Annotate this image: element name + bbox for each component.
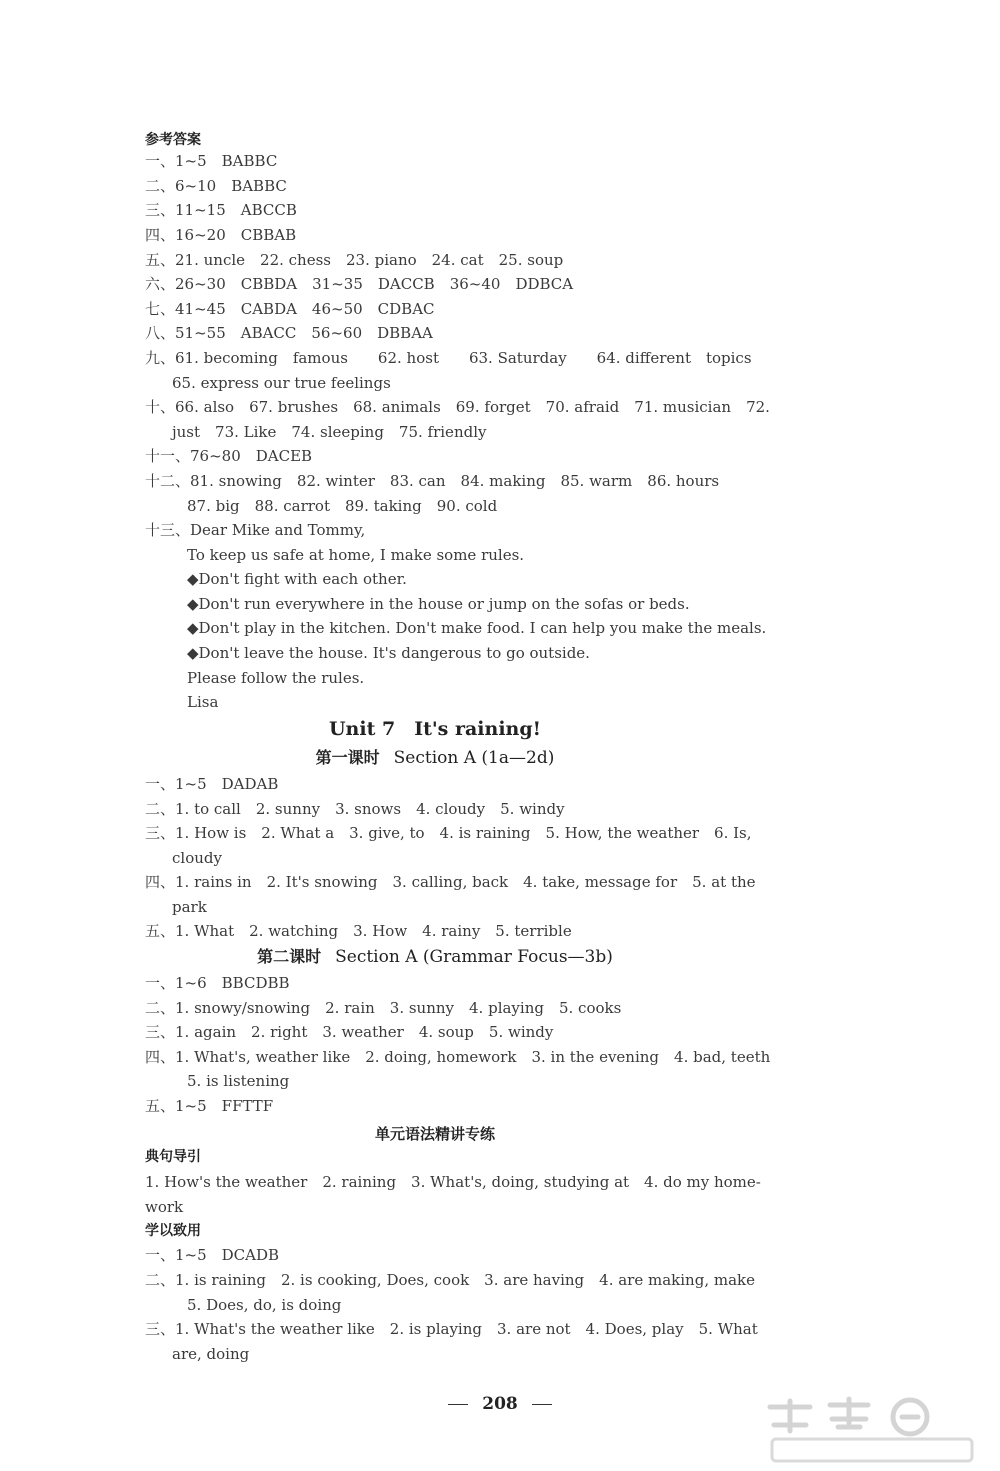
letter-line: To keep us safe at home, I make some rules. xyxy=(187,546,525,564)
answer-line: cloudy xyxy=(172,849,222,867)
answer-line: 十二、81. snowing 82. winter 83. can 84. making 85. warm 86. hours xyxy=(145,472,720,490)
lesson-title xyxy=(145,945,725,969)
answer-line: 一、1~5 DADAB xyxy=(145,775,279,793)
letter-line: Lisa xyxy=(187,693,219,711)
letter-line: ◆Don't leave the house. It's dangerous to go outside. xyxy=(187,644,590,662)
unit-title: Unit 7 It's raining! xyxy=(328,718,541,740)
letter-line: ◆Don't fight with each other. xyxy=(187,570,407,588)
answer-line: 四、1. What's, weather like 2. doing, homework 3. in the evening 4. bad, teeth xyxy=(145,1048,771,1066)
answer-line: 三、1. How is 2. What a 3. give, to 4. is raining 5. How, the weather 6. Is, xyxy=(145,824,752,842)
answer-line: 五、21. uncle 22. chess 23. piano 24. cat 25. soup xyxy=(145,251,564,269)
lesson-title-cn: 第一课时 xyxy=(315,748,380,767)
answer-line: 二、6~10 BABBC xyxy=(145,177,287,195)
answer-line: 一、1~5 BABBC xyxy=(145,152,278,170)
answer-line: work xyxy=(145,1198,184,1216)
answer-line: 一、1~6 BBCDBB xyxy=(145,974,290,992)
dash-left xyxy=(448,1404,468,1405)
answer-line: 1. How's the weather 2. raining 3. What's, doing, studying at 4. do my home- xyxy=(145,1173,761,1191)
answers-heading: 参考答案 xyxy=(145,132,201,148)
dash-right xyxy=(532,1404,552,1405)
answer-line: 五、1. What 2. watching 3. How 4. rainy 5. terrible xyxy=(145,922,572,940)
answer-line: 5. Does, do, is doing xyxy=(187,1296,342,1314)
answer-line: 5. is listening xyxy=(187,1072,290,1090)
answer-line: 七、41~45 CABDA 46~50 CDBAC xyxy=(145,300,435,318)
answer-line: 二、1. to call 2. sunny 3. snows 4. cloudy 5. windy xyxy=(145,800,565,818)
answer-line: are, doing xyxy=(172,1345,250,1363)
answer-line: 六、26~30 CBBDA 31~35 DACCB 36~40 DDBCA xyxy=(145,275,574,293)
answer-line: 十一、76~80 DACEB xyxy=(145,447,313,465)
answer-line: 65. express our true feelings xyxy=(172,374,391,392)
answer-line: 十、66. also 67. brushes 68. animals 69. forget 70. afraid 71. musician 72. xyxy=(145,398,770,416)
answer-line: park xyxy=(172,898,207,916)
answer-line: 三、1. again 2. right 3. weather 4. soup 5. windy xyxy=(145,1023,554,1041)
answer-line: 五、1~5 FFTTF xyxy=(145,1097,274,1115)
lesson-title-en: Section A (1a—2d) xyxy=(393,748,555,768)
answer-line: 三、11~15 ABCCB xyxy=(145,201,297,219)
answer-line: 十三、Dear Mike and Tommy, xyxy=(145,521,366,539)
answer-line: 八、51~55 ABACC 56~60 DBBAA xyxy=(145,324,433,342)
answer-line: 二、1. is raining 2. is cooking, Does, cook 3. are having 4. are making, make xyxy=(145,1271,755,1289)
typical-sentences-heading: 典句导引 xyxy=(145,1149,201,1165)
answer-line: 三、1. What's the weather like 2. is playing 3. are not 4. Does, play 5. What xyxy=(145,1320,758,1338)
answer-line: 四、1. rains in 2. It's snowing 3. calling, back 4. take, message for 5. at the xyxy=(145,873,756,891)
letter-line: ◆Don't run everywhere in the house or jump on the sofas or beds. xyxy=(187,595,690,613)
page-number-value: 208 xyxy=(482,1394,518,1414)
answer-line: 九、61. becoming famous 62. host 63. Saturday 64. different topics xyxy=(145,349,752,367)
answer-line: 二、1. snowy/snowing 2. rain 3. sunny 4. playing 5. cooks xyxy=(145,999,622,1017)
watermark-logo-icon xyxy=(760,1395,990,1465)
grammar-title: 单元语法精讲专练 xyxy=(374,1125,495,1143)
answer-line: 87. big 88. carrot 89. taking 90. cold xyxy=(187,497,498,515)
lesson-title-cn: 第二课时 xyxy=(257,947,322,966)
lesson-title xyxy=(145,746,725,770)
letter-line: Please follow the rules. xyxy=(187,669,365,687)
answer-line: 一、1~5 DCADB xyxy=(145,1246,280,1264)
answer-line: 四、16~20 CBBAB xyxy=(145,226,297,244)
lesson-title-en: Section A (Grammar Focus—3b) xyxy=(335,947,613,967)
apply-heading: 学以致用 xyxy=(145,1223,201,1239)
letter-line: ◆Don't play in the kitchen. Don't make food. I can help you make the meals. xyxy=(187,619,767,637)
answer-line: just 73. Like 74. sleeping 75. friendly xyxy=(172,423,487,441)
